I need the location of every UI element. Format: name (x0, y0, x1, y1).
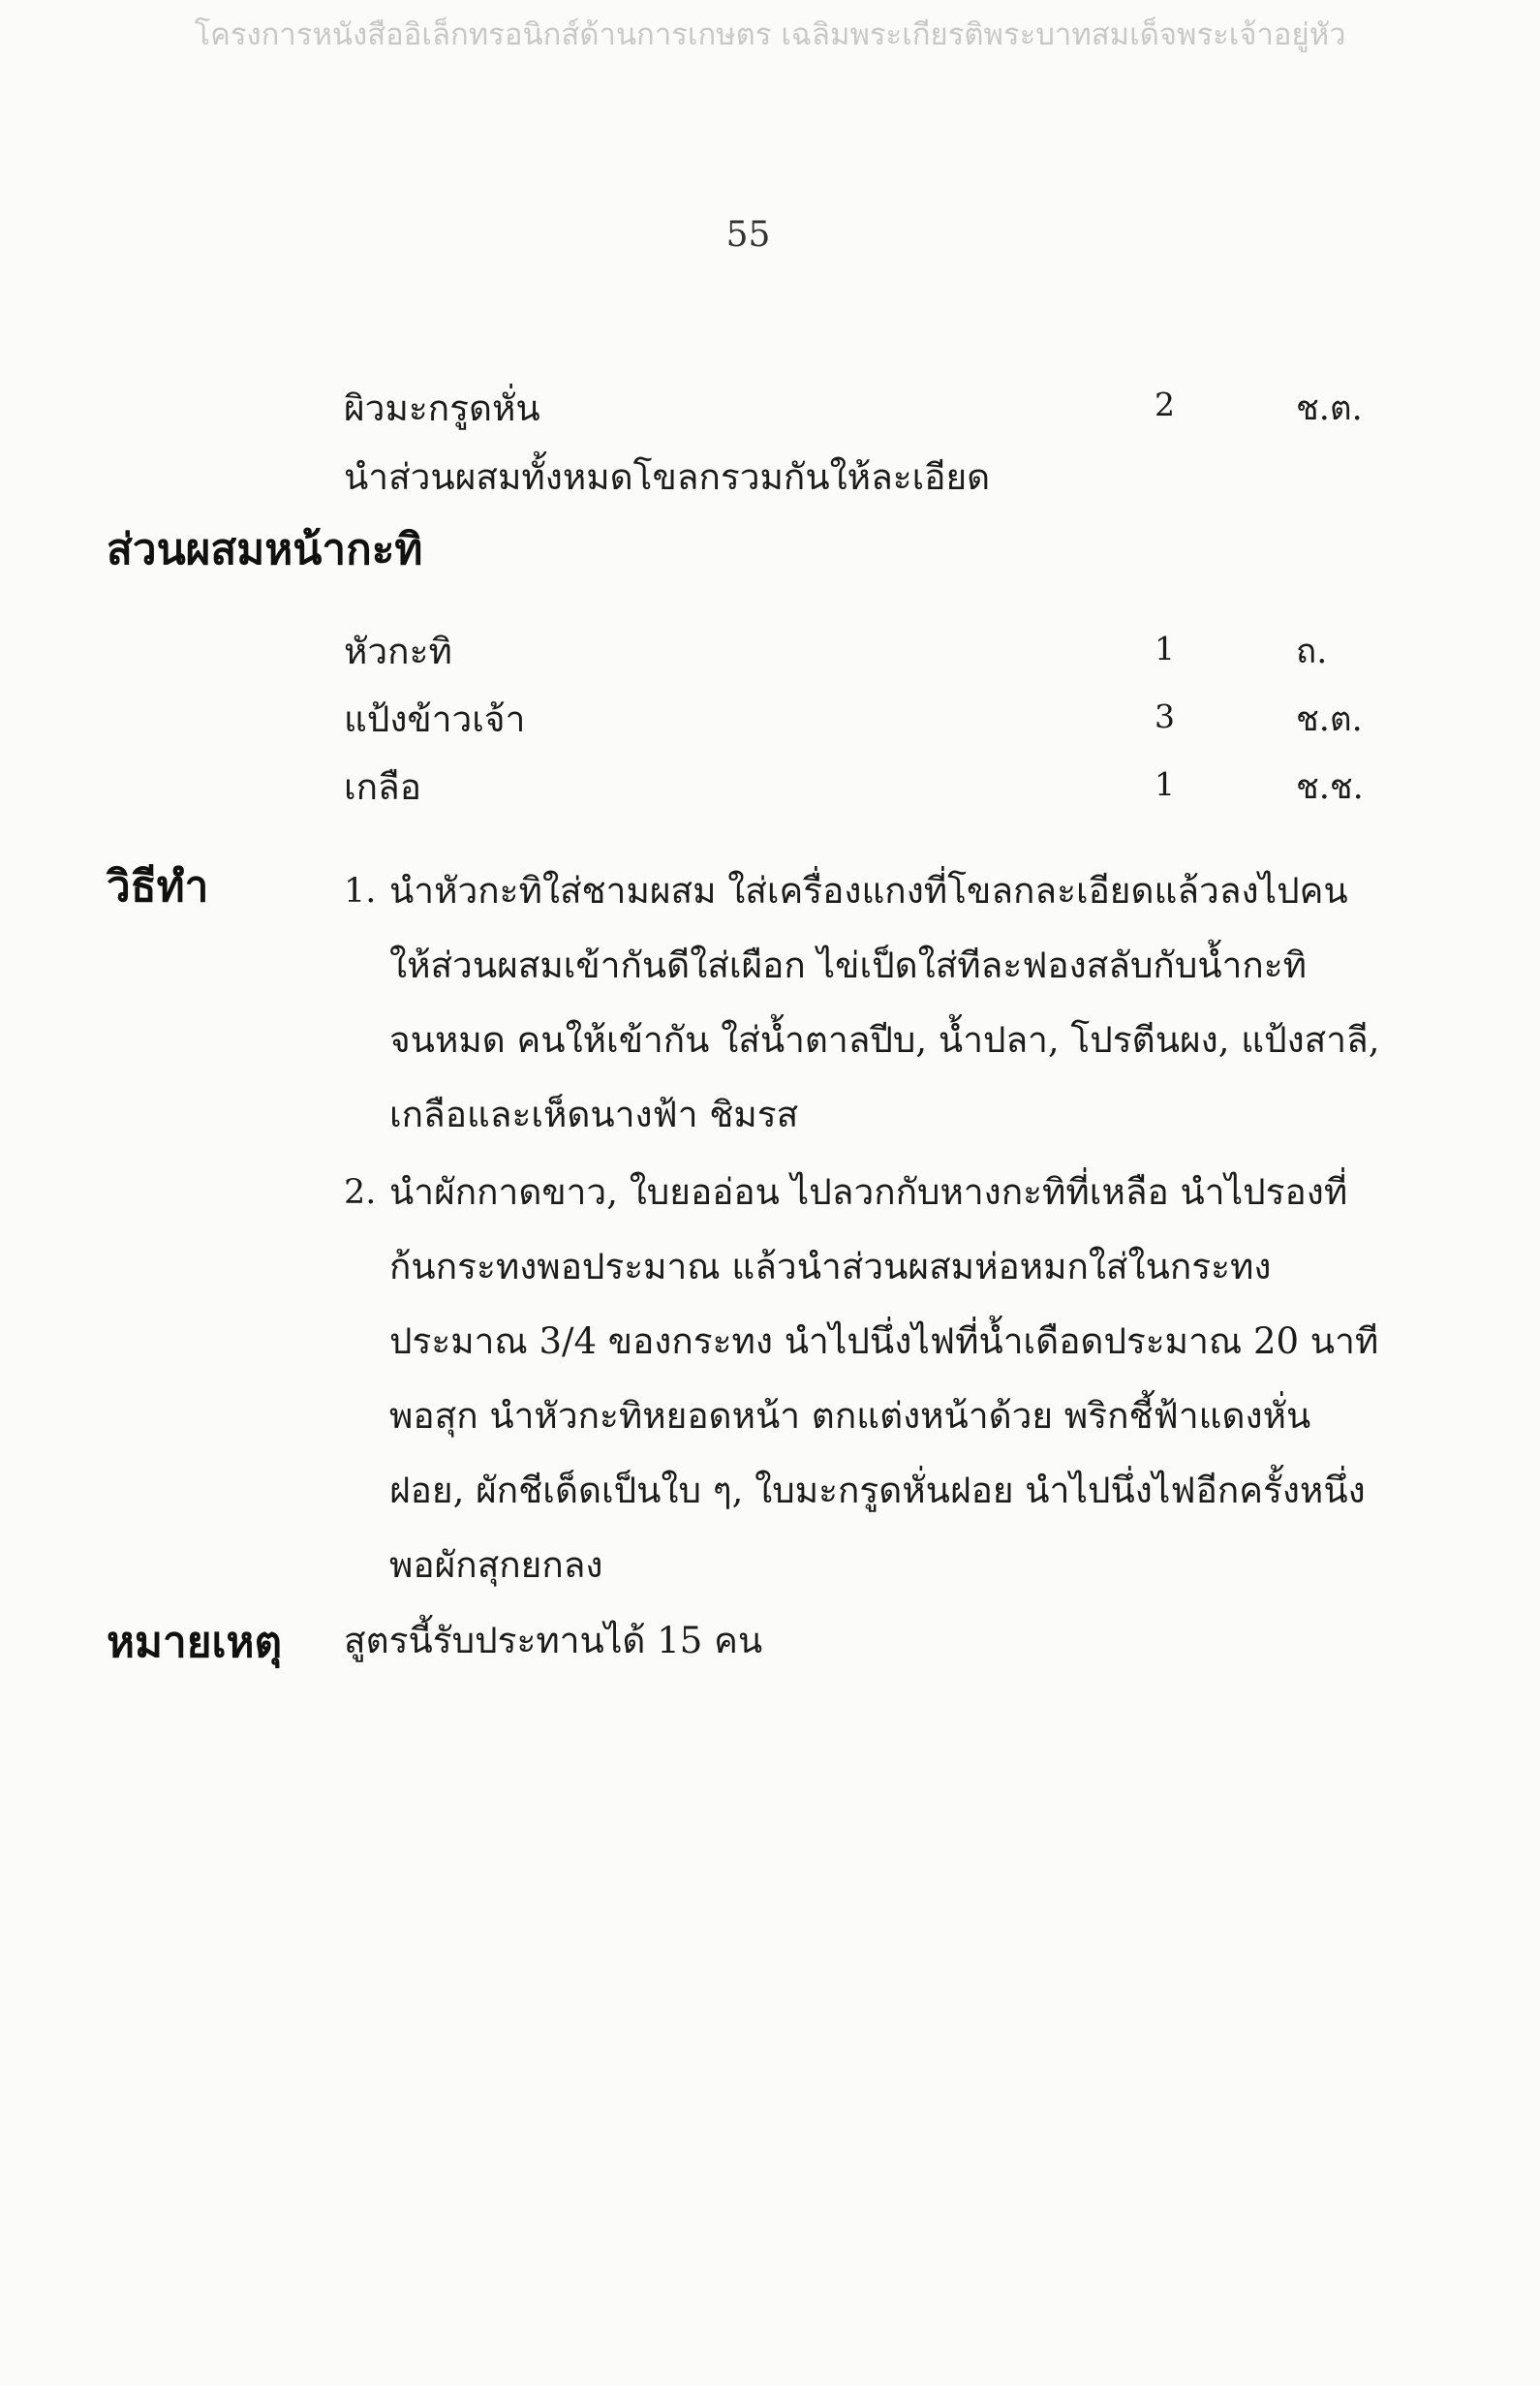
step-number: 2. (344, 1173, 377, 1212)
ingredient-qty: 2 (1155, 386, 1175, 423)
step-line: พอสุก นำหัวกะทิหยอดหน้า ตกแต่งหน้าด้วย พริกชี้ฟ้าแดงหั่น (389, 1395, 1311, 1437)
ingredient-qty: 1 (1155, 765, 1175, 803)
ingredient-unit: ช.ต. (1296, 700, 1363, 739)
note-heading: หมายเหตุ (107, 1618, 283, 1667)
method-heading: วิธีทำ (107, 862, 209, 912)
ingredient-name: เกลือ (344, 766, 421, 808)
step-line: นำผักกาดขาว, ใบยออ่อน ไปลวกกับหางกะทิที่เหลือ นำไปรองที่ (389, 1171, 1348, 1213)
ingredient-name: หัวกะทิ (344, 631, 452, 672)
step-number: 1. (344, 872, 377, 911)
step-line: พอผักสุกยกลง (389, 1544, 603, 1586)
step-line: ฝอย, ผักชีเด็ดเป็นใบ ๆ, ใบมะกรูดหั่นฝอย นำไปนึ่งไฟอีกครั้งหนึ่ง (389, 1470, 1366, 1511)
ingredient-qty: 3 (1155, 697, 1175, 735)
ingredient-unit: ช.ต. (1296, 389, 1363, 428)
mix-instruction: นำส่วนผสมทั้งหมดโขลกรวมกันให้ละเอียด (344, 456, 991, 498)
step-line: ก้นกระทงพอประมาณ แล้วนำส่วนผสมห่อหมกใส่ในกระทง (389, 1246, 1272, 1287)
note-text: สูตรนี้รับประทานได้ 15 คน (344, 1620, 763, 1661)
step-line: นำหัวกะทิใส่ชามผสม ใส่เครื่องแกงที่โขลกละเอียดแล้วลงไปคน (389, 870, 1348, 912)
step-line: จนหมด คนให้เข้ากัน ใส่น้ำตาลปีบ, น้ำปลา, โปรตีนผง, แป้งสาลี, (389, 1019, 1380, 1061)
step-line: ประมาณ 3/4 ของกระทง นำไปนึ่งไฟที่น้ำเดือดประมาณ 20 นาที (389, 1320, 1379, 1362)
watermark-header: โครงการหนังสืออิเล็กทรอนิกส์ด้านการเกษตร เฉลิมพระเกียรติพระบาทสมเด็จพระเจ้าอยู่หัว (194, 17, 1346, 52)
ingredient-unit: ช.ช. (1296, 768, 1364, 807)
ingredient-name: แป้งข้าวเจ้า (344, 698, 526, 740)
ingredient-name: ผิวมะกรูดหั่น (344, 387, 540, 429)
step-line: เกลือและเห็ดนางฟ้า ชิมรส (389, 1094, 799, 1135)
page-number: 55 (725, 215, 771, 255)
ingredient-qty: 1 (1155, 630, 1175, 667)
coconut-section-heading: ส่วนผสมหน้ากะทิ (107, 525, 423, 574)
step-line: ให้ส่วนผสมเข้ากันดีใส่เผือก ไข่เป็ดใส่ทีละฟองสลับกับน้ำกะทิ (389, 945, 1308, 986)
ingredient-unit: ถ. (1296, 633, 1328, 671)
